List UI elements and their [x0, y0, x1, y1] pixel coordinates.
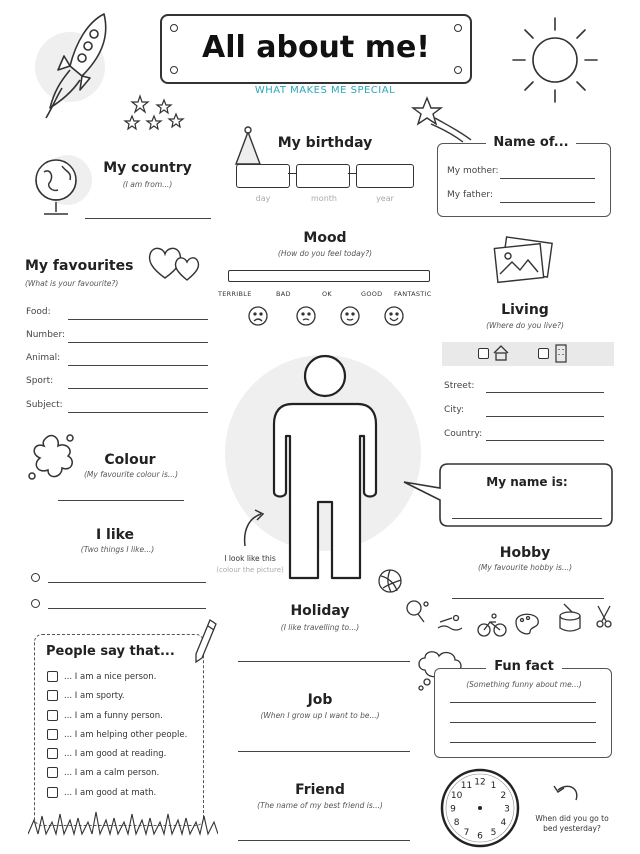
people-item[interactable]: ... I am a nice person.: [47, 668, 197, 687]
friend-title: Friend: [295, 782, 345, 798]
name-is-title: My name is:: [486, 475, 568, 489]
name-input[interactable]: [452, 518, 602, 519]
people-checkbox[interactable]: [47, 767, 58, 778]
favourite-subject-label: Subject:: [26, 400, 63, 410]
clock-number: 9: [450, 804, 456, 815]
friend-subtitle: (The name of my best friend is...): [257, 801, 383, 810]
hobby-subtitle: (My favourite hobby is...): [477, 563, 573, 572]
clock-number: 8: [453, 818, 460, 828]
holiday-title: Holiday: [290, 603, 350, 619]
ping-pong-icon: [407, 601, 428, 622]
city-label: City:: [444, 405, 465, 415]
favourite-sport-input[interactable]: [68, 388, 208, 389]
living-title: Living: [501, 302, 549, 318]
party-hat-icon: [232, 126, 262, 168]
name-of-box: [437, 143, 611, 217]
people-item[interactable]: ... I am a calm person.: [47, 764, 197, 783]
clock-number: 2: [500, 791, 507, 801]
clock-number: 6: [477, 831, 483, 842]
mood-scale-bar[interactable]: [228, 270, 430, 282]
country-input[interactable]: [85, 218, 211, 219]
birthday-day-label: day: [255, 194, 271, 203]
stars-icon: [120, 92, 190, 142]
volleyball-icon: [375, 566, 405, 596]
paint-splash-icon: [24, 428, 84, 488]
favourite-subject-input[interactable]: [68, 412, 208, 413]
father-label: My father:: [447, 190, 493, 200]
living-country-input[interactable]: [486, 440, 604, 441]
mood-scale-labels: [218, 290, 438, 302]
clock-number: 3: [504, 804, 510, 815]
friend-input[interactable]: [238, 840, 410, 841]
mother-label: My mother:: [447, 166, 499, 176]
people-checkbox[interactable]: [47, 671, 58, 682]
fun-fact-input-2[interactable]: [450, 722, 596, 723]
i-like-title: I like: [95, 527, 135, 543]
hobby-title: Hobby: [499, 545, 551, 561]
mood-label-fantastic: FANTASTIC: [394, 290, 432, 298]
country-title: My country: [103, 160, 192, 176]
name-speech-bubble: [400, 460, 615, 532]
fun-fact-title: Fun fact: [486, 659, 562, 674]
pin-icon: [454, 66, 462, 74]
clock-icon[interactable]: [438, 766, 522, 850]
favourites-subtitle: (What is your favourite?): [25, 279, 119, 288]
bicycle-icon: [478, 614, 506, 636]
house-checkbox[interactable]: [478, 348, 489, 359]
page-title: All about me!: [202, 30, 430, 65]
favourite-number-input[interactable]: [68, 342, 208, 343]
photos-icon: [490, 236, 560, 286]
mood-title: Mood: [303, 230, 347, 246]
birthday-year-field[interactable]: [356, 164, 414, 188]
bedtime-question: When did you go to bed yesterday?: [535, 814, 609, 833]
fun-fact-input-1[interactable]: [450, 702, 596, 703]
people-checkbox[interactable]: [47, 748, 58, 759]
terrible-face-icon: [249, 307, 267, 325]
drum-icon: [560, 604, 580, 631]
swimmer-icon: [438, 616, 462, 631]
birthday-title: My birthday: [277, 135, 373, 151]
person-outline[interactable]: [260, 352, 390, 582]
job-input[interactable]: [238, 751, 410, 752]
palette-icon: [516, 614, 538, 634]
people-checkbox[interactable]: [47, 690, 58, 701]
hobby-icons: [404, 598, 614, 642]
colour-input[interactable]: [58, 500, 184, 501]
living-subtitle: (Where do you live?): [486, 321, 564, 330]
mood-faces: [246, 304, 416, 328]
apartment-checkbox[interactable]: [538, 348, 549, 359]
favourite-number-label: Number:: [26, 330, 66, 340]
look-caption: I look like this: [224, 554, 276, 563]
people-checkbox[interactable]: [47, 710, 58, 721]
birthday-year-label: year: [376, 194, 394, 203]
pin-icon: [170, 66, 178, 74]
mood-label-terrible: TERRIBLE: [218, 290, 252, 298]
bad-face-icon: [297, 307, 315, 325]
birthday-month-field[interactable]: [296, 164, 350, 188]
people-checkbox[interactable]: [47, 787, 58, 798]
arrow-up-icon: [235, 506, 275, 550]
job-subtitle: (When I grow up I want to be...): [260, 711, 380, 720]
bullet-icon: [31, 573, 40, 582]
clock-number: 12: [474, 777, 486, 788]
country-field-label: Country:: [444, 429, 483, 439]
fun-fact-input-3[interactable]: [450, 742, 596, 743]
favourite-animal-input[interactable]: [68, 365, 208, 366]
clock-number: 7: [463, 827, 470, 838]
clock-number: 1: [490, 781, 497, 792]
people-item[interactable]: ... I am sporty.: [47, 687, 197, 706]
i-like-input-2[interactable]: [48, 608, 206, 609]
country-subtitle: (I am from...): [122, 180, 173, 189]
mood-label-ok: OK: [322, 290, 332, 298]
hearts-icon: [145, 240, 207, 286]
people-item[interactable]: ... I am a funny person.: [47, 707, 197, 726]
grass-icon: [28, 800, 218, 836]
fantastic-face-icon: [385, 307, 403, 325]
clock-center: [478, 806, 482, 810]
living-type-bar: [442, 342, 614, 366]
birthday-month-label: month: [311, 194, 337, 203]
i-like-input-1[interactable]: [48, 582, 206, 583]
house-icon: [492, 344, 510, 362]
city-input[interactable]: [486, 416, 604, 417]
street-label: Street:: [444, 381, 475, 391]
fun-fact-subtitle: (Something funny about me...): [466, 680, 582, 689]
street-input[interactable]: [486, 392, 604, 393]
favourite-food-label: Food:: [26, 307, 51, 317]
people-checkbox[interactable]: [47, 729, 58, 740]
rocket-icon: [40, 8, 120, 128]
people-item[interactable]: ... I am good at reading.: [47, 745, 197, 764]
mother-input[interactable]: [500, 178, 595, 179]
mood-subtitle: (How do you feel today?): [277, 249, 373, 258]
sun-icon: [505, 10, 605, 110]
favourite-food-input[interactable]: [68, 319, 208, 320]
tagline: WHAT MAKES ME SPECIAL: [254, 85, 396, 96]
favourite-sport-label: Sport:: [26, 376, 54, 386]
look-caption-sub: (colour the picture): [216, 566, 284, 574]
i-like-subtitle: (Two things I like...): [80, 545, 155, 554]
globe-icon: [28, 150, 88, 226]
clock-number: 4: [500, 818, 507, 828]
favourite-animal-label: Animal:: [26, 353, 61, 363]
ok-face-icon: [341, 307, 359, 325]
holiday-subtitle: (I like travelling to...): [280, 623, 360, 632]
holiday-input[interactable]: [238, 661, 410, 662]
people-item[interactable]: ... I am good at math.: [47, 784, 197, 803]
name-of-title: Name of...: [486, 135, 576, 150]
clock-number: 10: [450, 791, 463, 801]
apartment-icon: [554, 344, 568, 364]
pencil-icon: [192, 618, 218, 664]
father-input[interactable]: [500, 202, 595, 203]
return-arrow-icon: [552, 780, 582, 806]
scissors-icon: [597, 606, 611, 627]
mood-label-bad: BAD: [276, 290, 291, 298]
shooting-star-icon: [405, 96, 475, 146]
bullet-icon: [31, 599, 40, 608]
mood-label-good: GOOD: [361, 290, 383, 298]
birthday-day-field[interactable]: [236, 164, 290, 188]
birthday-boxes: [236, 164, 416, 188]
people-say-title: People say that...: [46, 644, 175, 659]
clock-number: 11: [460, 781, 473, 792]
people-say-list: [47, 668, 197, 803]
job-title: Job: [307, 692, 333, 708]
clock-number: 5: [490, 827, 497, 838]
favourites-title: My favourites: [25, 258, 134, 274]
people-item[interactable]: ... I am helping other people.: [47, 726, 197, 745]
colour-subtitle: (My favourite colour is...): [83, 470, 179, 479]
colour-title: Colour: [104, 452, 156, 468]
title-banner: [160, 14, 472, 84]
